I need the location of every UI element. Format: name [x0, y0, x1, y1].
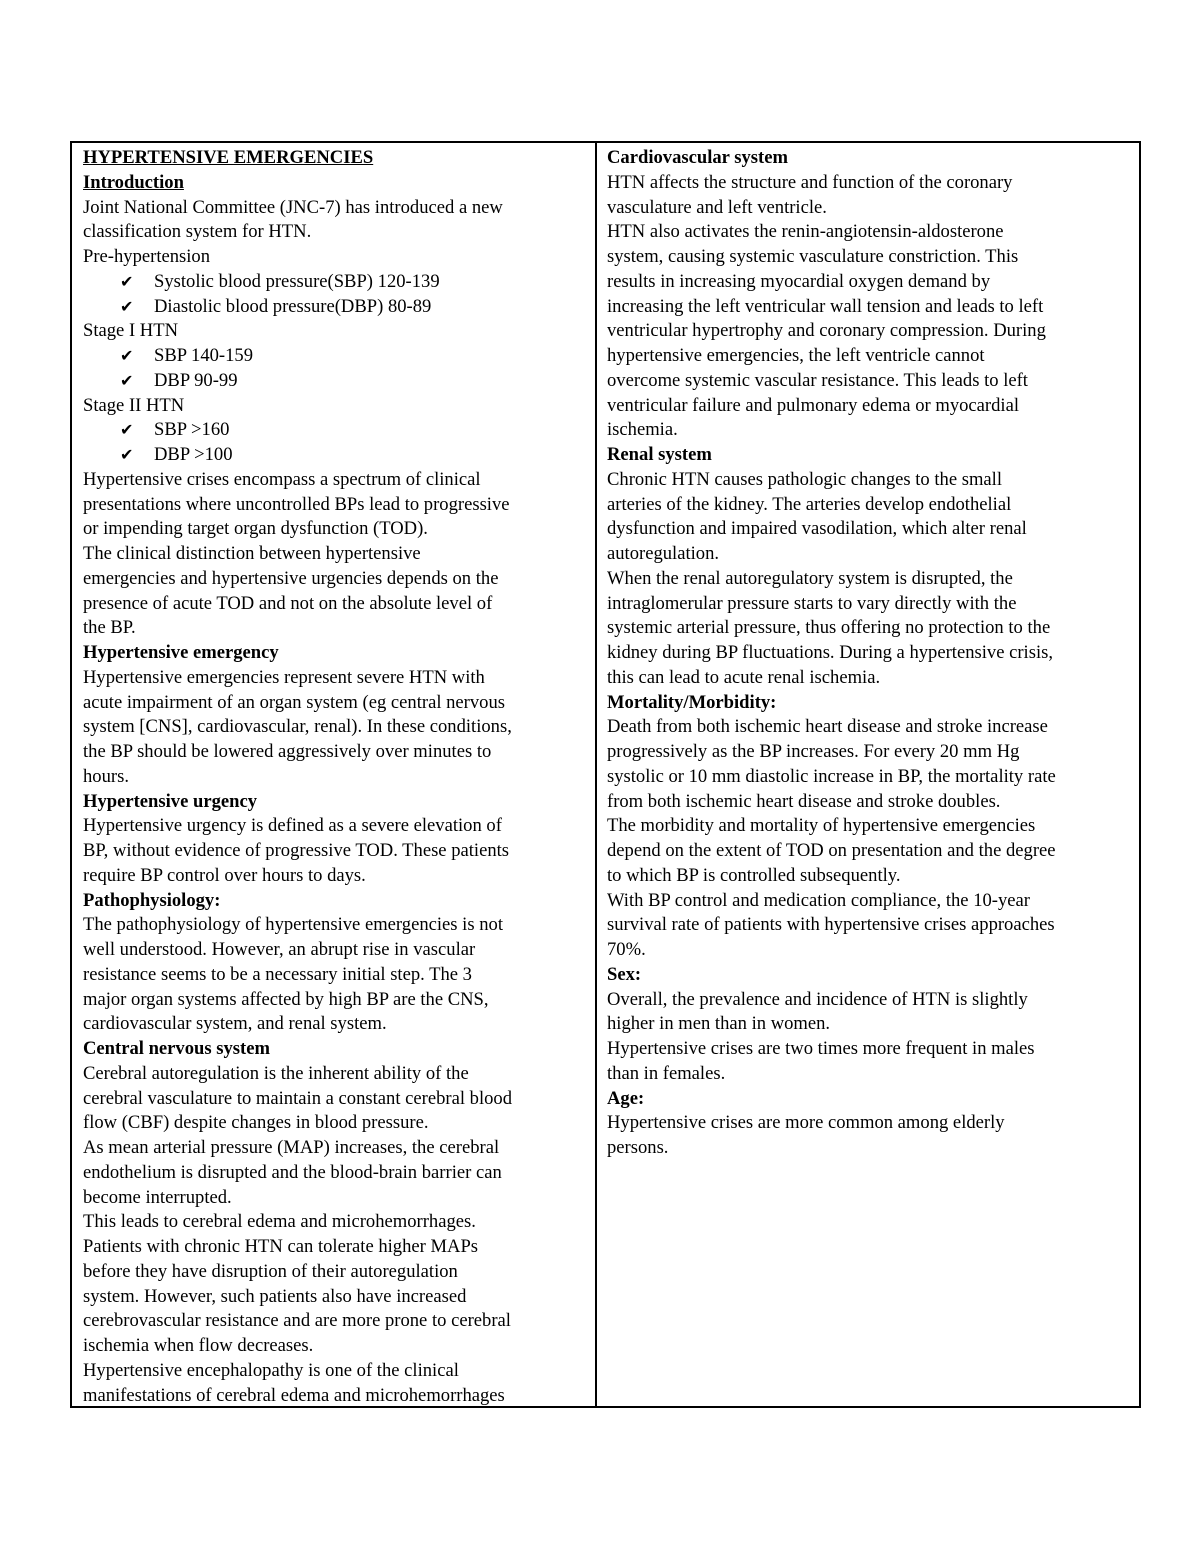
checklist-item-label: Systolic blood pressure(SBP) 120-139 — [154, 270, 440, 292]
section-heading-central-nervous-system: Central nervous system — [83, 1038, 270, 1059]
text-line: from both ischemic heart disease and stroke doubles. — [607, 790, 1001, 812]
text-line: higher in men than in women. — [607, 1013, 831, 1035]
text-line: autoregulation. — [607, 543, 720, 564]
checklist-item — [83, 295, 589, 320]
text-line: cerebrovascular resistance and are more prone to cerebral — [83, 1310, 511, 1332]
checklist-item-label: DBP >100 — [154, 444, 233, 465]
text-line: dysfunction and impaired vasodilation, which alter renal — [607, 518, 1027, 540]
section-heading-mortality-morbidity: Mortality/Morbidity: — [607, 691, 777, 713]
text-line: acute impairment of an organ system (eg central nervous — [83, 691, 505, 713]
text-line: As mean arterial pressure (MAP) increases, the cerebral — [83, 1137, 500, 1158]
text-line: ventricular failure and pulmonary edema or myocardial — [607, 394, 1019, 416]
text-line: Hypertensive crises are two times more frequent in males — [607, 1038, 1035, 1059]
text-line: Chronic HTN causes pathologic changes to the small — [607, 468, 1003, 490]
checklist-item-label: Diastolic blood pressure(DBP) 80-89 — [154, 295, 432, 317]
checkmark-icon: ✔ — [120, 271, 134, 291]
text-line: endothelium is disrupted and the blood-brain barrier can — [83, 1161, 502, 1183]
checklist-item — [83, 270, 589, 295]
text-line: 70%. — [607, 939, 646, 960]
text-line: increasing the left ventricular wall tension and leads to left — [607, 295, 1044, 317]
text-line: cardiovascular system, and renal system. — [83, 1013, 387, 1035]
text-line: major organ systems affected by high BP are the CNS, — [83, 988, 489, 1010]
text-line: become interrupted. — [83, 1186, 232, 1208]
text-line: survival rate of patients with hypertensive crises approaches — [607, 914, 1055, 936]
text-line: kidney during BP fluctuations. During a hypertensive crisis, — [607, 642, 1054, 663]
text-line: cerebral vasculature to maintain a constant cerebral blood — [83, 1087, 513, 1109]
section-heading-age: Age: — [607, 1087, 645, 1109]
left-column — [72, 143, 597, 1406]
text-line: flow (CBF) despite changes in blood pressure. — [83, 1112, 429, 1134]
section-heading-hypertensive-urgency: Hypertensive urgency — [83, 790, 258, 812]
text-line: presence of acute TOD and not on the absolute level of — [83, 592, 493, 614]
text-line: Hypertensive crises are more common among elderly — [607, 1112, 1005, 1134]
section-heading-cardiovascular-system: Cardiovascular system — [607, 147, 788, 168]
text-line: This leads to cerebral edema and microhemorrhages. — [83, 1211, 476, 1233]
text-line: Patients with chronic HTN can tolerate higher MAPs — [83, 1236, 479, 1257]
checklist-item-label: SBP >160 — [154, 419, 230, 441]
text-line: HTN also activates the renin-angiotensin-aldosterone — [607, 221, 1004, 243]
text-line: classification system for HTN. — [83, 221, 312, 243]
text-line: system. However, such patients also have increased — [83, 1285, 467, 1307]
section-heading-renal-system: Renal system — [607, 444, 712, 465]
checkmark-icon: ✔ — [120, 445, 134, 464]
text-line: overcome systemic vascular resistance. This leads to left — [607, 369, 1028, 391]
checklist-item — [83, 344, 589, 369]
text-line: vasculature and left ventricle. — [607, 196, 827, 218]
text-line: well understood. However, an abrupt rise in vascular — [83, 939, 476, 960]
text-line: The morbidity and mortality of hypertensive emergencies — [607, 815, 1036, 837]
text-line: arteries of the kidney. The arteries develop endothelial — [607, 493, 1012, 515]
section-heading-pathophysiology: Pathophysiology: — [83, 889, 221, 911]
checklist-item — [83, 443, 589, 468]
text-line: With BP control and medication compliance, the 10-year — [607, 889, 1030, 911]
text-line: systemic arterial pressure, thus offering no protection to the — [607, 617, 1051, 639]
text-line: ischemia when flow decreases. — [83, 1335, 314, 1356]
text-line: emergencies and hypertensive urgencies depends on the — [83, 567, 499, 589]
text-line: Overall, the prevalence and incidence of HTN is slightly — [607, 988, 1028, 1010]
text-line: Stage I HTN — [83, 320, 179, 342]
text-line: manifestations of cerebral edema and microhemorrhages — [83, 1384, 505, 1406]
section-heading-introduction: Introduction — [83, 171, 184, 193]
section-heading-hypertensive-emergencies: HYPERTENSIVE EMERGENCIES — [83, 147, 374, 168]
checkmark-icon: ✔ — [120, 420, 134, 440]
text-line: this can lead to acute renal ischemia. — [607, 666, 881, 688]
text-line: intraglomerular pressure starts to vary directly with the — [607, 592, 1017, 614]
text-line: before they have disruption of their autoregulation — [83, 1260, 458, 1282]
text-line: hypertensive emergencies, the left ventricle cannot — [607, 345, 985, 366]
checklist-item-label: DBP 90-99 — [154, 369, 238, 391]
section-heading-sex: Sex: — [607, 963, 642, 985]
text-line: Hypertensive crises encompass a spectrum of clinical — [83, 468, 481, 490]
text-line: hours. — [83, 765, 129, 787]
text-line: Pre-hypertension — [83, 246, 211, 267]
text-line: Death from both ischemic heart disease and stroke increase — [607, 716, 1048, 738]
text-line: Hypertensive urgency is defined as a severe elevation of — [83, 815, 502, 837]
text-line: than in females. — [607, 1062, 726, 1084]
text-line: to which BP is controlled subsequently. — [607, 864, 901, 886]
section-heading-hypertensive-emergency: Hypertensive emergency — [83, 642, 279, 663]
text-line: the BP should be lowered aggressively over minutes to — [83, 741, 492, 762]
text-line: presentations where uncontrolled BPs lead to progressive — [83, 493, 510, 515]
document-table — [70, 141, 1141, 1408]
text-line: The clinical distinction between hypertensive — [83, 543, 421, 564]
checklist-item-label: SBP 140-159 — [154, 345, 254, 366]
text-line: When the renal autoregulatory system is disrupted, the — [607, 567, 1013, 589]
text-line: require BP control over hours to days. — [83, 864, 366, 886]
text-line: depend on the extent of TOD on presentation and the degree — [607, 840, 1056, 861]
text-line: persons. — [607, 1137, 669, 1158]
text-line: ventricular hypertrophy and coronary compression. During — [607, 320, 1046, 342]
text-line: BP, without evidence of progressive TOD. These patients — [83, 840, 510, 861]
text-line: Hypertensive emergencies represent severe HTN with — [83, 666, 485, 688]
text-line: system [CNS], cardiovascular, renal). In these conditions, — [83, 716, 512, 738]
text-line: the BP. — [83, 617, 136, 639]
text-line: Stage II HTN — [83, 394, 185, 416]
checklist-item — [83, 418, 589, 443]
text-line: systolic or 10 mm diastolic increase in BP, the mortality rate — [607, 765, 1056, 787]
text-line: HTN affects the structure and function of the coronary — [607, 171, 1013, 193]
text-line: progressively as the BP increases. For every 20 mm Hg — [607, 741, 1020, 762]
text-line: or impending target organ dysfunction (TOD). — [83, 518, 428, 540]
right-column — [597, 143, 1139, 1406]
text-line: results in increasing myocardial oxygen demand by — [607, 270, 991, 292]
text-line: The pathophysiology of hypertensive emergencies is not — [83, 914, 503, 936]
checklist-item — [83, 369, 589, 394]
checkmark-icon: ✔ — [120, 346, 134, 365]
text-line: ischemia. — [607, 419, 678, 441]
checkmark-icon: ✔ — [120, 296, 134, 316]
checkmark-icon: ✔ — [120, 370, 134, 390]
text-line: Hypertensive encephalopathy is one of the clinical — [83, 1359, 459, 1381]
text-line: Joint National Committee (JNC-7) has introduced a new — [83, 196, 503, 218]
text-line: system, causing systemic vasculature constriction. This — [607, 246, 1019, 267]
text-line: resistance seems to be a necessary initial step. The 3 — [83, 963, 472, 985]
text-line: Cerebral autoregulation is the inherent ability of the — [83, 1062, 469, 1084]
